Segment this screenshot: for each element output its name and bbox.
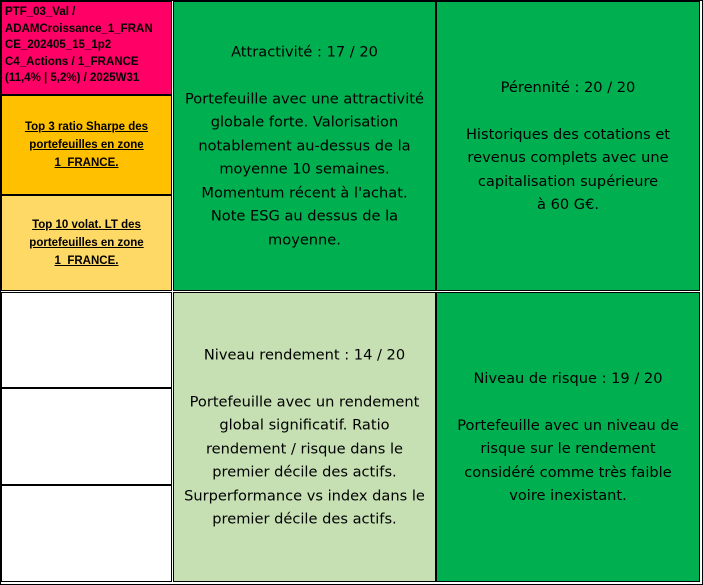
attractivite-desc-line: notablement au-dessus de la (198, 137, 411, 154)
empty-cell (1, 388, 172, 485)
top3-sharpe-badge (1, 95, 172, 195)
attractivite-desc-line: Momentum récent à l'achat. (201, 184, 408, 201)
portfolio-id-line: PTF_03_Val / (5, 6, 76, 18)
perennite-desc-line: à 60 G€. (536, 195, 600, 213)
portfolio-id-line: (11,4% | 5,2%) / 2025W31 (5, 72, 140, 84)
risque-desc-line: voire inexistant. (509, 486, 627, 504)
attractivite-title: Attractivité : 17 / 20 (231, 43, 378, 61)
risque-desc-line: risque sur le rendement (480, 439, 656, 457)
rendement-score-cell (173, 292, 436, 582)
risque-desc-line: Portefeuille avec un niveau de (457, 416, 679, 434)
attractivite-desc-line: Portefeuille avec une attractivité (185, 90, 424, 107)
risque-title: Niveau de risque : 19 / 20 (473, 369, 663, 387)
rendement-desc-line: global significatif. Ratio (219, 416, 390, 434)
rendement-desc-line: rendement / risque dans le (205, 439, 404, 457)
portfolio-id-line: ADAMCroissance_1_FRAN (5, 22, 153, 35)
rendement-desc-line: Portefeuille avec un rendement (189, 392, 420, 410)
perennite-desc-line: capitalisation supérieure (477, 172, 659, 190)
portfolio-id-cell (1, 1, 172, 95)
perennite-score-cell (436, 1, 700, 291)
badge-line: Top 3 ratio Sharpe des (24, 121, 149, 133)
rendement-desc-line: premier décile des actifs. (212, 510, 397, 528)
perennite-desc-line: Historiques des cotations et (465, 125, 671, 143)
rendement-desc-line: premier décile des actifs. (212, 463, 397, 481)
portfolio-id-line: C4_Actions / 1_FRANCE (5, 55, 139, 68)
top10-volatility-text (2, 216, 171, 270)
attractivite-desc-line: moyenne. (268, 231, 341, 248)
attractivite-score-cell (173, 1, 436, 291)
attractivite-desc-line: globale forte. Valorisation (210, 113, 399, 131)
empty-cell (1, 292, 172, 388)
rendement-desc-line: Surperformance vs index dans le (184, 486, 425, 504)
perennite-desc-line: revenus complets avec une (467, 148, 669, 166)
badge-line: portefeuilles en zone (29, 139, 144, 151)
risque-score-cell (436, 292, 700, 582)
portfolio-id-line: CE_202405_15_1p2 (5, 39, 112, 51)
badge-line: 1_FRANCE. (54, 255, 119, 267)
top3-sharpe-text (2, 118, 171, 172)
attractivite-desc-line: Note ESG au dessus de la (210, 207, 399, 225)
badge-line: Top 10 volat. LT des (32, 219, 141, 231)
perennite-title: Pérennité : 20 / 20 (500, 78, 636, 96)
attractivite-desc-line: moyenne 10 semaines. (219, 160, 390, 178)
empty-cell (1, 485, 172, 582)
badge-line: portefeuilles en zone (29, 237, 144, 249)
risque-desc-line: considéré comme très faible (464, 463, 672, 481)
rendement-title: Niveau rendement : 14 / 20 (203, 346, 406, 364)
badge-line: 1_FRANCE. (54, 157, 119, 169)
top10-volatility-badge (1, 195, 172, 291)
